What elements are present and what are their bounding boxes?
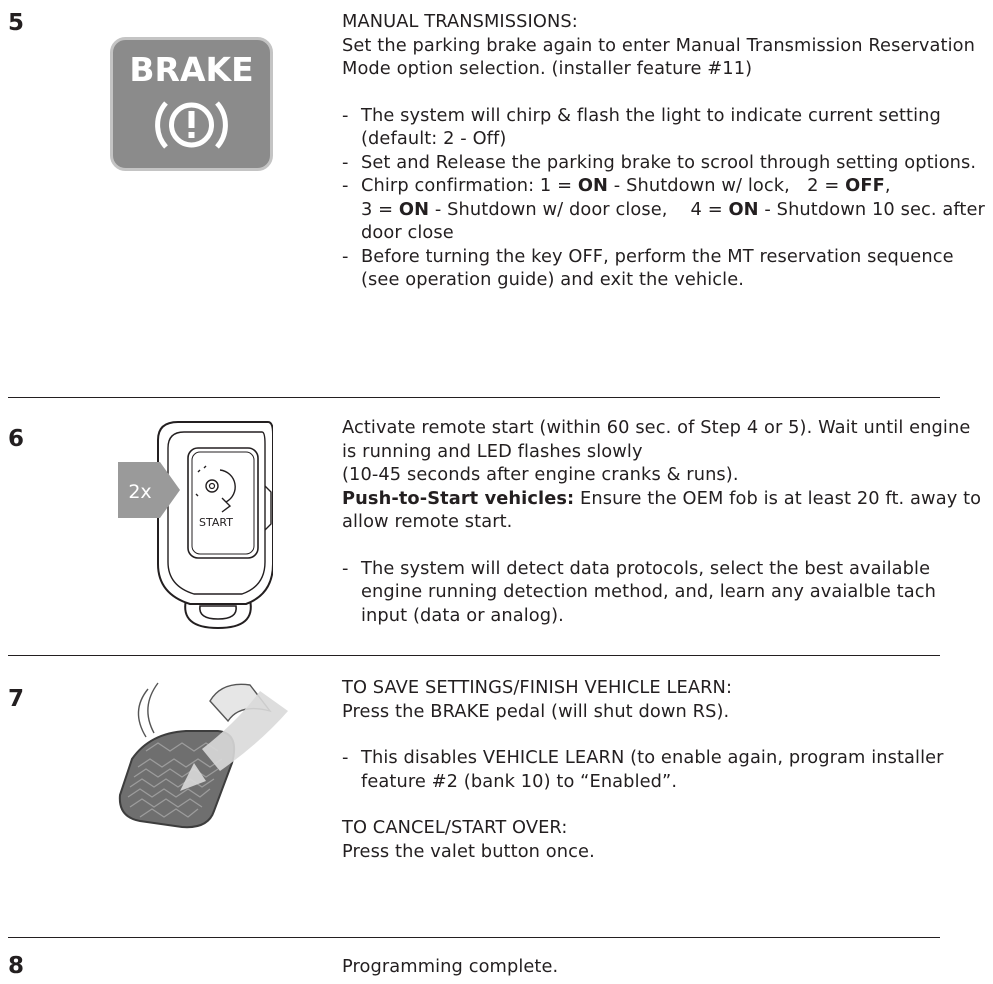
brake-pedal-icon: [110, 671, 295, 831]
press-count-badge: 2x: [128, 481, 152, 503]
list-item: - Chirp confirmation: 1 = ON - Shutdown w/ lock, 2 = OFF, 3 = ON - Shutdown w/ door close, 4 = ON - Shutdown 10 sec. after door close: [342, 175, 985, 243]
list-item: - The system will detect data protocols, select the best available engine running detection method, and, learn any avaialble tach input (data or analog).: [342, 557, 936, 626]
step-number: 5: [8, 10, 25, 36]
list-item: - The system will chirp & flash the light to indicate current setting (default: 2 - Off): [342, 104, 941, 149]
paragraph: (10-45 seconds after engine cranks & runs).: [342, 464, 739, 485]
step-number: 6: [8, 426, 25, 452]
paragraph: Push-to-Start vehicles: Ensure the OEM fob is at least 20 ft. away to allow remote start.: [342, 487, 982, 532]
list-item: - This disables VEHICLE LEARN (to enable again, program installer feature #2 (bank 10) to “Enabled”.: [342, 747, 944, 792]
brake-icon-label: BRAKE: [129, 50, 254, 89]
step-number: 7: [8, 686, 25, 712]
paragraph: Set the parking brake again to enter Manual Transmission Reservation Mode option selection. (installer feature #11): [342, 34, 975, 79]
paragraph: Press the valet button once.: [342, 840, 595, 862]
section-heading: TO SAVE SETTINGS/FINISH VEHICLE LEARN:: [342, 677, 733, 698]
step-number: 8: [8, 953, 25, 979]
list-item: - Set and Release the parking brake to scrool through setting options.: [342, 151, 977, 173]
section-heading: MANUAL TRANSMISSIONS:: [342, 11, 578, 32]
paragraph: Activate remote start (within 60 sec. of Step 4 or 5). Wait until engine is running and LED flashes slowly: [342, 417, 971, 462]
section-heading: TO CANCEL/START OVER:: [342, 817, 568, 838]
section-divider: [8, 397, 940, 398]
list-item: - Before turning the key OFF, perform the MT reservation sequence (see operation guide) and exit the vehicle.: [342, 245, 954, 290]
section-divider: [8, 655, 940, 656]
paragraph: Programming complete.: [342, 956, 559, 977]
section-divider: [8, 937, 940, 938]
paragraph: Press the BRAKE pedal (will shut down RS).: [342, 700, 730, 722]
start-button-label: START: [199, 516, 233, 529]
brake-warning-icon: [110, 37, 273, 171]
remote-fob-icon: [118, 414, 273, 632]
